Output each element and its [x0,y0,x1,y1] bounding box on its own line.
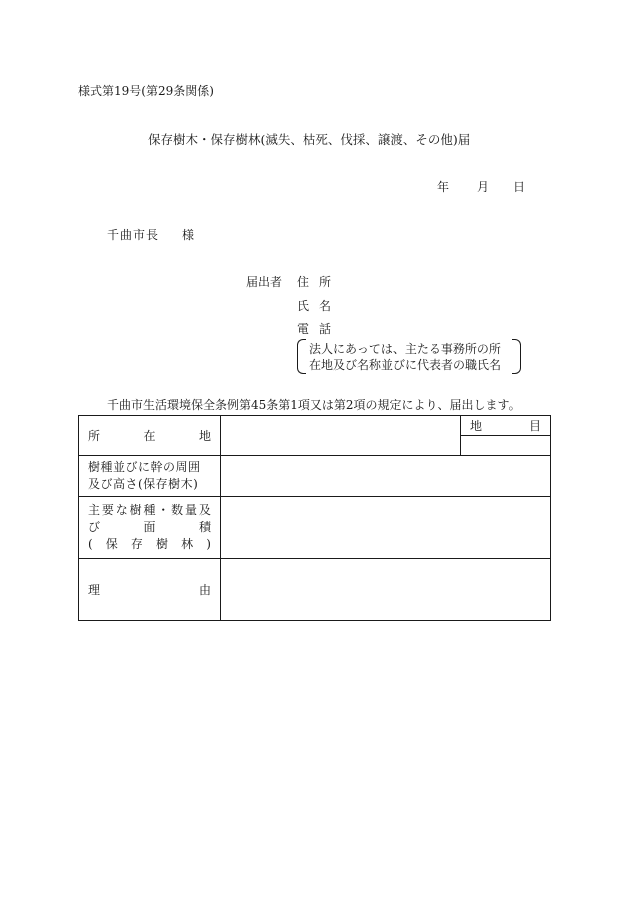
corporate-note [297,339,521,373]
addressee-honorific: 様 [182,228,195,242]
species-label-line1: 樹種並びに幹の周囲 [88,460,201,474]
major-species-line3: ( 保 存 樹 林 ) [88,537,211,551]
location-label-cell: 所 在 地 [79,416,221,456]
phone-label: 電 話 [297,322,331,336]
date-month: 月 [477,180,490,194]
reason-field[interactable] [221,559,551,621]
form-number: 様式第19号(第29条関係) [78,84,214,98]
statement: 千曲市生活環境保全条例第45条第1項又は第2項の規定により、届出します。 [107,398,521,412]
name-label: 氏 名 [297,299,331,313]
major-species-field[interactable] [221,497,551,559]
species-field[interactable] [221,456,551,497]
species-label-cell [79,456,221,497]
applicant-label: 届出者 [246,275,283,289]
major-species-line2: び 面 積 [88,520,211,534]
date-year: 年 [437,180,450,194]
address-label: 住 所 [297,275,331,289]
document-title: 保存樹木・保存樹林(滅失、枯死、伐採、譲渡、その他)届 [148,132,471,147]
location-field[interactable] [221,416,461,456]
left-bracket [297,339,306,374]
reason-label-cell: 理 由 [79,559,221,621]
notification-table [78,415,551,621]
land-category-field[interactable] [461,436,551,456]
species-label-line2: 及び高さ(保存樹木) [88,477,199,491]
land-category-label-cell: 地 目 [461,416,551,436]
corporate-note-line1: 法人にあっては、主たる事務所の所 [309,342,501,356]
right-bracket [512,339,521,374]
major-species-line1: 主 要 な 樹 種 ・ 数 量 及 [88,503,211,517]
addressee-name: 千曲市長 [107,228,160,242]
corporate-note-line2: 在地及び名称並びに代表者の職氏名 [309,358,502,372]
major-species-label-cell [79,497,221,559]
date-day: 日 [513,180,526,194]
